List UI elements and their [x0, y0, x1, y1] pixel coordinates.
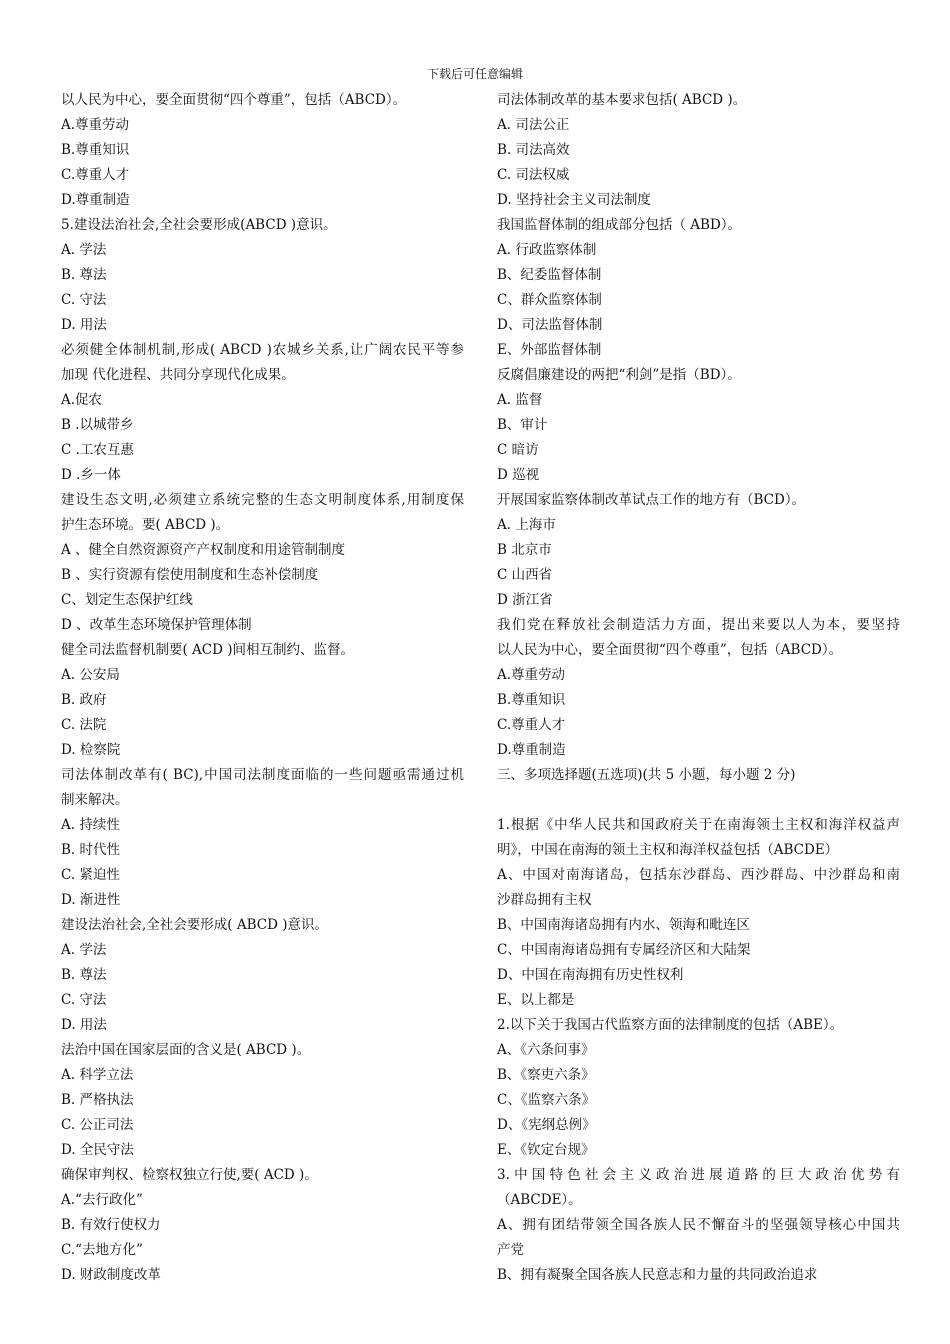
text-line: D. 用法 — [61, 317, 107, 333]
text-line: 以人民为中心，要全面贯彻“四个尊重”，包括（ABCD）。 — [497, 642, 843, 658]
text-line: C 暗访 — [497, 442, 539, 458]
text-line: 2.以下关于我国古代监察方面的法律制度的包括（ABE）。 — [497, 1017, 844, 1033]
text-line: A. 监督 — [497, 392, 543, 408]
text-line: D. 坚持社会主义司法制度 — [497, 192, 651, 208]
text-line: A. 公安局 — [61, 667, 120, 683]
text-line: D、司法监督体制 — [497, 317, 603, 333]
text-line: D. 财政制度改革 — [61, 1267, 161, 1283]
text-line: E、以上都是 — [497, 992, 575, 1008]
text-line: B. 司法高效 — [497, 142, 570, 158]
text-line — [497, 788, 900, 813]
text-line: D 浙江省 — [497, 592, 553, 608]
text-line: 产党 — [497, 1242, 524, 1258]
text-line: C.尊重人才 — [61, 167, 130, 183]
text-line: C. 守法 — [61, 992, 107, 1008]
text-line: D. 全民守法 — [61, 1142, 134, 1158]
text-line: C、中国南海诸岛拥有专属经济区和大陆架 — [497, 942, 751, 958]
text-line: C、《监察六条》 — [497, 1092, 596, 1108]
text-line: B、审计 — [497, 417, 548, 433]
text-line: 司法体制改革的基本要求包括( ABCD )。 — [497, 92, 747, 108]
text-line: 沙群岛拥有主权 — [497, 892, 592, 908]
text-line: A. 科学立法 — [61, 1067, 134, 1083]
text-line: D 、改革生态环境保护管理体制 — [61, 617, 252, 633]
text-line: 制来解决。 — [61, 792, 129, 808]
text-line: B 北京市 — [497, 542, 552, 558]
text-line: 法治中国在国家层面的含义是( ABCD )。 — [61, 1042, 311, 1058]
text-line: A、中国对南海诸岛，包括东沙群岛、西沙群岛、中沙群岛和南 — [497, 867, 900, 883]
text-line: 建设生态文明,必须建立系统完整的生态文明制度体系,用制度保 — [61, 492, 464, 508]
text-line: C. 公正司法 — [61, 1117, 134, 1133]
text-line: B 、实行资源有偿使用制度和生态补偿制度 — [61, 567, 319, 583]
text-line: D、中国在南海拥有历史性权利 — [497, 967, 684, 983]
text-line: 护生态环境。要( ABCD )。 — [61, 517, 230, 533]
text-line: B、拥有凝聚全国各族人民意志和力量的共同政治追求 — [497, 1267, 818, 1283]
right-column — [497, 88, 900, 1288]
text-line: 反腐倡廉建设的两把“利剑”是指（BD）。 — [497, 367, 741, 383]
page-header: 下载后可任意编辑 — [426, 67, 523, 81]
text-line: 三、多项选择题(五选项)(共 5 小题，每小题 2 分) — [497, 767, 796, 783]
text-line: B.尊重知识 — [497, 692, 566, 708]
text-line: C 山西省 — [497, 567, 553, 583]
text-line: 1.根据《中华人民共和国政府关于在南海领土主权和海洋权益声 — [497, 817, 900, 833]
text-line: C. 法院 — [61, 717, 107, 733]
text-line: 健全司法监督机制要( ACD )间相互制约、监督。 — [61, 642, 355, 658]
text-line: 建设法治社会,全社会要形成( ABCD )意识。 — [61, 917, 328, 933]
text-line: 必须健全体制机制,形成( ABCD )农城乡关系,让广阔农民平等参 — [61, 342, 464, 358]
text-line: D.尊重制造 — [497, 742, 566, 758]
text-line: C .工农互惠 — [61, 442, 134, 458]
text-line: C. 紧迫性 — [61, 867, 120, 883]
text-line: B、《察吏六条》 — [497, 1067, 595, 1083]
text-line: D、《宪纲总例》 — [497, 1117, 596, 1133]
text-line: A、拥有团结带领全国各族人民不懈奋斗的坚强领导核心中国共 — [497, 1217, 900, 1233]
text-line: 开展国家监察体制改革试点工作的地方有（BCD）。 — [497, 492, 806, 508]
left-column — [61, 88, 464, 1288]
text-line: C.“去地方化” — [61, 1242, 143, 1258]
text-line: B. 有效行使权力 — [61, 1217, 161, 1233]
text-line: A.“去行政化” — [61, 1192, 143, 1208]
text-line: （ABCDE）。 — [497, 1192, 582, 1208]
text-line: B. 时代性 — [61, 842, 121, 858]
text-line: B .以城带乡 — [61, 417, 134, 433]
text-line: A. 学法 — [61, 242, 107, 258]
text-line: A. 行政监察体制 — [497, 242, 597, 258]
text-line: B. 尊法 — [61, 267, 107, 283]
text-line: A.促农 — [61, 392, 103, 408]
text-line: A.尊重劳动 — [61, 117, 130, 133]
text-line: A. 学法 — [61, 942, 107, 958]
text-line: C. 守法 — [61, 292, 107, 308]
text-line: A 、健全自然资源资产产权制度和用途管制制度 — [61, 542, 346, 558]
text-line: A、《六条问事》 — [497, 1042, 595, 1058]
text-line: B. 尊法 — [61, 967, 107, 983]
text-line: A. 上海市 — [497, 517, 556, 533]
text-line: C、划定生态保护红线 — [61, 592, 193, 608]
text-line: D. 检察院 — [61, 742, 121, 758]
text-line: D.尊重制造 — [61, 192, 130, 208]
text-line: B、纪委监督体制 — [497, 267, 602, 283]
text-line: B、中国南海诸岛拥有内水、领海和毗连区 — [497, 917, 750, 933]
text-line: 3.中国特色社会主义政治进展道路的巨大政治优势有 — [497, 1167, 900, 1183]
text-line: A. 司法公正 — [497, 117, 570, 133]
text-line: 加现 代化进程、共同分享现代化成果。 — [61, 367, 295, 383]
text-line: 我国监督体制的组成部分包括（ ABD）。 — [497, 217, 742, 233]
text-line: D. 用法 — [61, 1017, 107, 1033]
text-line: C、群众监察体制 — [497, 292, 602, 308]
text-line: E、外部监督体制 — [497, 342, 602, 358]
text-line: C.尊重人才 — [497, 717, 566, 733]
text-line: 明》，中国在南海的领土主权和海洋权益包括（ABCDE） — [497, 842, 839, 858]
text-line: D .乡一体 — [61, 467, 121, 483]
text-line: 我们党在释放社会制造活力方面，提出来要以人为本，要坚持 — [497, 617, 900, 633]
text-line: E、《钦定台规》 — [497, 1142, 595, 1158]
text-line: B.尊重知识 — [61, 142, 130, 158]
text-line: C. 司法权威 — [497, 167, 570, 183]
text-line: B. 政府 — [61, 692, 107, 708]
text-line: A.尊重劳动 — [497, 667, 566, 683]
text-line: B. 严格执法 — [61, 1092, 134, 1108]
text-line: D. 渐进性 — [61, 892, 121, 908]
text-line: A. 持续性 — [61, 817, 120, 833]
text-line: 以人民为中心，要全面贯彻“四个尊重”，包括（ABCD）。 — [61, 92, 407, 108]
text-line: 司法体制改革有( BC),中国司法制度面临的一些问题亟需通过机 — [61, 767, 464, 783]
text-line: D 巡视 — [497, 467, 540, 483]
text-line: 5.建设法治社会,全社会要形成(ABCD )意识。 — [61, 217, 337, 233]
text-line: 确保审判权、检察权独立行使,要( ACD )。 — [61, 1167, 318, 1183]
